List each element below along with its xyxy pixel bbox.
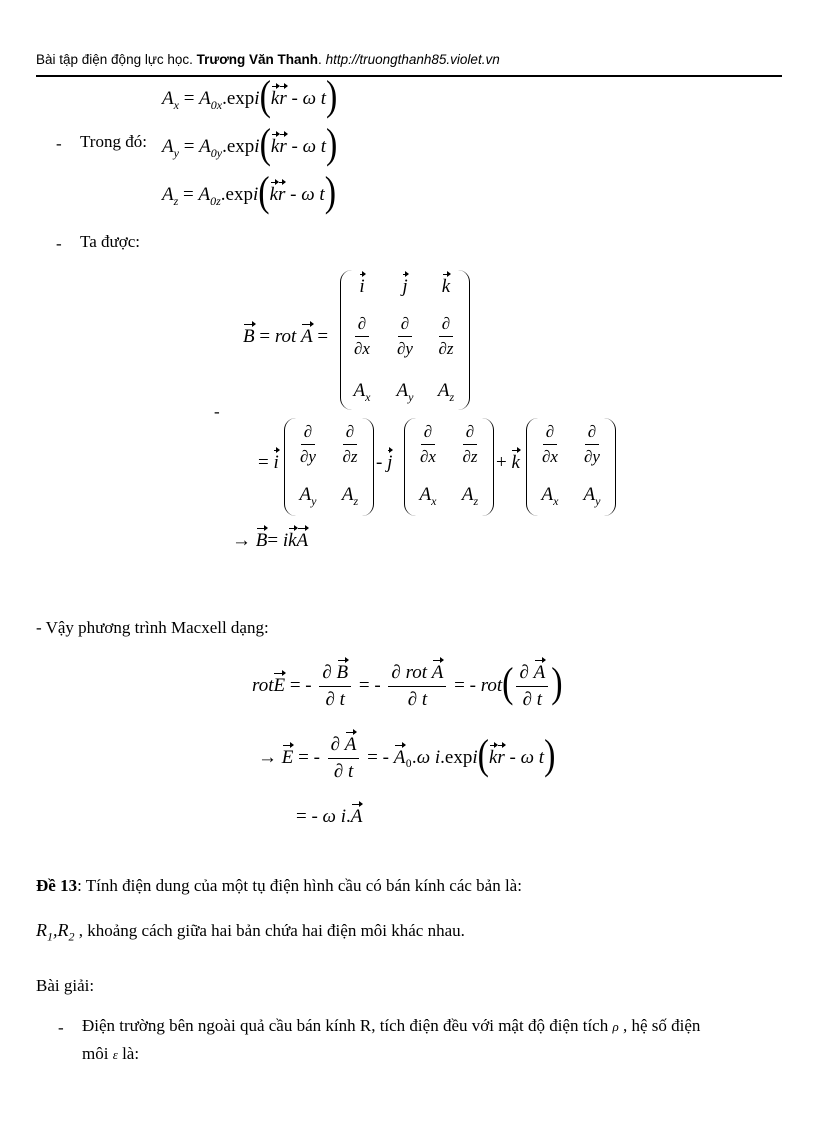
equation-az: $A_z = A_{0z}.\exp i(kr - \omega$ t) [162,169,337,216]
text-dien-truong: Điện trường bên ngoài quả cầu bán kính R, tích điện đều với mật độ điện tích ρ , hệ số điện [82,1016,701,1035]
expansion-prefix: = i [258,452,279,473]
header-prefix: Bài tập điện động lực học. [36,52,193,67]
equation-e: → E = - $\frac{\partial A}{\partial t}$ = - A₀.ω i.expi(kr - ω t) [258,732,556,782]
header-author: Trương Văn Thanh [196,52,319,67]
bullet: - [58,1018,64,1037]
text-moi: môi ε là: [82,1044,140,1063]
header-rule [36,75,782,77]
equation-rot-e: rotE = - $\frac{\partial B}{\partial t}$ = - $\frac{\text{∂ rot A}}{\partial t}$ = - rot( $\frac{\partial A}{\partial t}$ ) [252,660,563,710]
problem-radii: $R_1,R_2$ , khoảng cách giữa hai bản chứa hai điện môi khác nhau. [36,920,465,944]
bullet: - [56,234,62,253]
problem-label: Đề 13 [36,876,78,895]
problem-13: Đề 13: Tính điện dung của một tụ điện hình cầu có bán kính các bản là: [36,876,522,895]
text-bai-giai: Bài giải: [36,976,95,995]
page-header: Bài tập điện động lực học. Trương Văn Thanh. http://truongthanh85.violet.vn [36,52,500,67]
equation-ay: $A_y = A_{0y}.\exp i(kr - \omega$ t) [162,121,338,168]
equation-result: → B= ikA [232,530,309,551]
equation-ax: $A_x = A_{0x}.\exp i(kr - \omega$ t) [162,73,338,120]
equation-e-final: = - ω i.A [296,806,363,827]
bullet: - [56,134,62,153]
equation-b-rot-a: B = rot A = [243,326,329,347]
header-url[interactable]: http://truongthanh85.violet.vn [325,52,500,67]
text-ta-duoc: Ta được: [80,232,140,251]
text-trong-do: Trong đó: [80,132,147,151]
text-vay: - Vậy phương trình Macxell dạng: [36,618,269,637]
bullet: - [214,402,220,421]
